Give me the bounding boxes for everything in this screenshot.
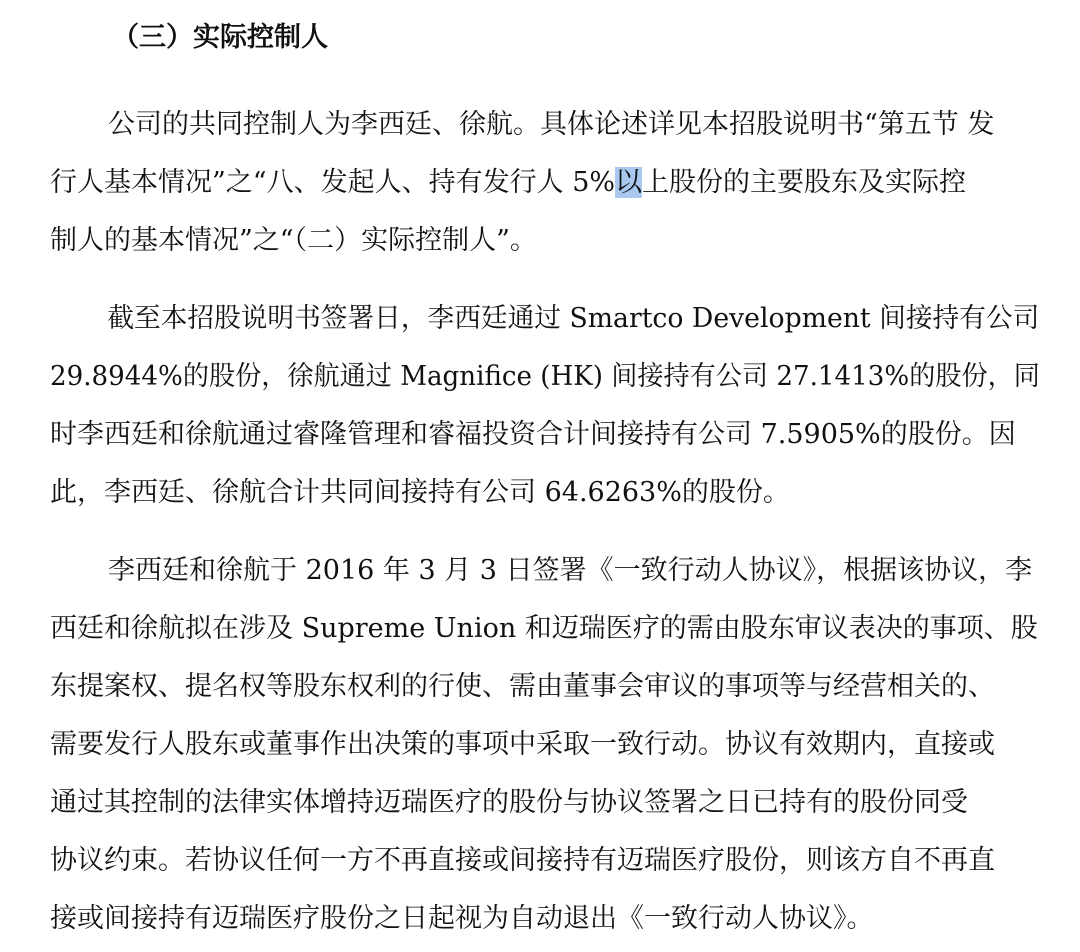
paragraph-line: 公司的共同控制人为李西廷、徐航。具体论述详见本招股说明书“第五节 发 — [108, 109, 995, 140]
paragraph-line: 李西廷和徐航于 2016 年 3 月 3 日签署《一致行动人协议》，根据该协议，李 — [108, 555, 1033, 586]
paragraph-controllers — [50, 96, 1040, 270]
paragraph-line: 时李西廷和徐航通过睿隆管理和睿福投资合计间接持有公司 7.5905%的股份。因 — [50, 419, 1016, 450]
line-text: 行人基本情况”之“八、发起人、持有发行人 5% — [50, 167, 616, 198]
paragraph-line: 需要发行人股东或董事作出决策的事项中采取一致行动。协议有效期内，直接或 — [50, 729, 995, 760]
paragraph-line — [50, 154, 1040, 212]
line-text: 上股份的主要股东及实际控 — [642, 167, 967, 198]
paragraph-line: 截至本招股说明书签署日，李西廷通过 Smartco Development 间接持有公司 — [107, 303, 1040, 334]
paragraph-line: 此，李西廷、徐航合计共同间接持有公司 64.6263%的股份。 — [50, 477, 790, 508]
paragraph-line: 制人的基本情况”之“（二）实际控制人”。 — [50, 225, 537, 256]
paragraph-line: 东提案权、提名权等股东权利的行使、需由董事会审议的事项等与经营相关的、 — [50, 671, 995, 702]
paragraph-line: 通过其控制的法律实体增持迈瑞医疗的股份与协议签署之日已持有的股份同受 — [50, 787, 968, 818]
paragraph-line: 接或间接持有迈瑞医疗股份之日起视为自动退出《一致行动人协议》。 — [50, 903, 874, 934]
section-heading: （三）实际控制人 — [112, 22, 328, 53]
paragraph-shareholding — [50, 290, 1040, 522]
selected-text-highlight[interactable]: 以 — [615, 167, 643, 198]
paragraph-line: 西廷和徐航拟在涉及 Supreme Union 和迈瑞医疗的需由股东审议表决的事项、股 — [50, 613, 1038, 644]
paragraph-agreement — [50, 542, 1040, 948]
paragraph-line: 协议约束。若协议任何一方不再直接或间接持有迈瑞医疗股份，则该方自不再直 — [50, 845, 995, 876]
paragraph-line: 29.8944%的股份，徐航通过 Magnifice (HK) 间接持有公司 27.1413%的股份，同 — [50, 361, 1040, 392]
